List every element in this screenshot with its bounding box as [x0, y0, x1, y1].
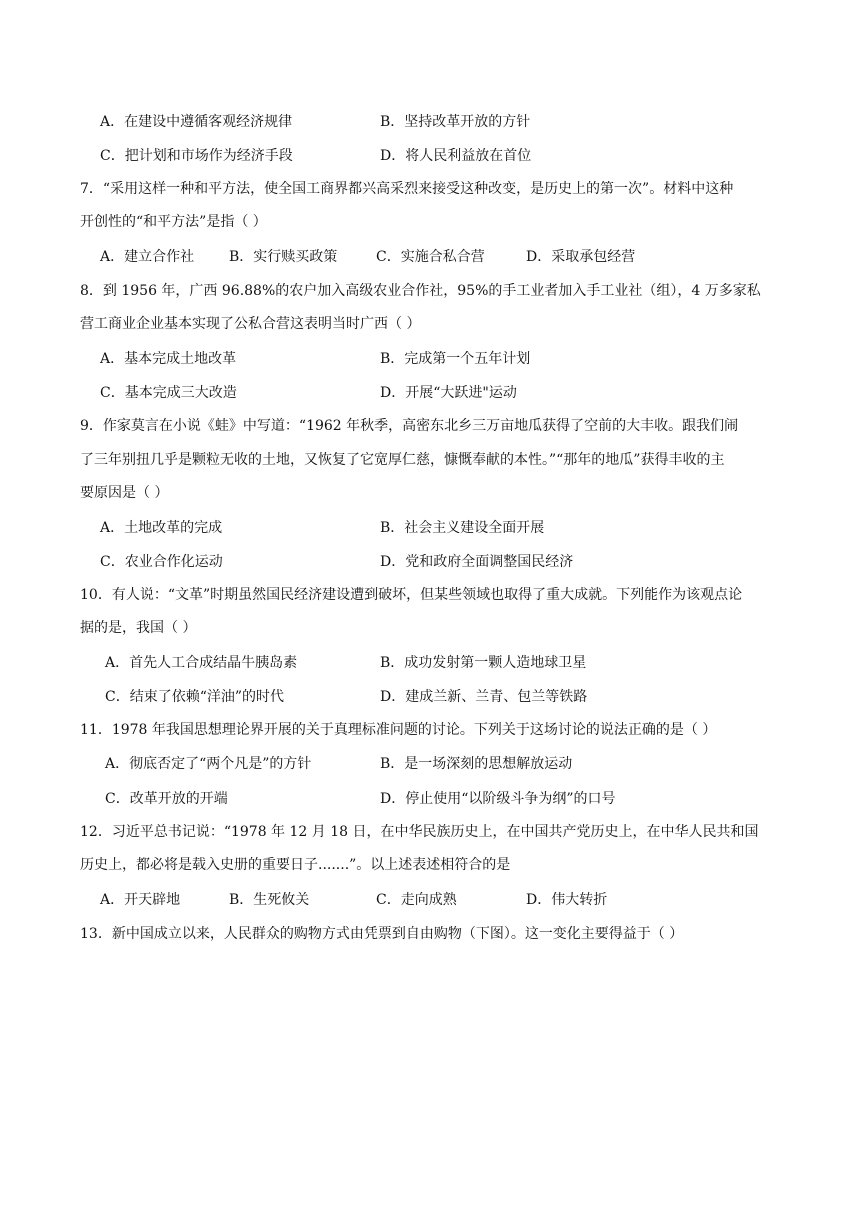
q9-option-b: B．社会主义建设全面开展 [380, 520, 545, 536]
q7-option-b: B．实行赎买政策 [229, 249, 338, 265]
q11-option-c: C．改革开放的开端 [105, 791, 228, 807]
q12-option-d: D．伟大转折 [526, 892, 608, 908]
q12-stem-line-2: 历史上，都必将是载入史册的重要日子.......”。以上述表述相符合的是 [80, 857, 511, 873]
q11-option-a: A．彻底否定了“两个凡是”的方针 [105, 756, 312, 772]
q8-option-b: B．完成第一个五年计划 [380, 351, 531, 367]
q6-option-a: A．在建设中遵循客观经济规律 [100, 114, 293, 130]
q7-option-c: C．实施合私合营 [376, 249, 485, 265]
q9-stem-line-3: 要原因是（ ） [80, 485, 169, 501]
q8-option-c: C．基本完成三大改造 [100, 385, 237, 401]
q9-stem-line-2: 了三年别扭几乎是颗粒无收的土地，又恢复了它宽厚仁慈，慷慨奉献的本性。”“那年的地瓜”获得丰收的主 [80, 452, 725, 468]
q10-option-b: B．成功发射第一颗人造地球卫星 [380, 655, 587, 671]
q11-stem-line-1: 11．1978 年我国思想理论界开展的关于真理标准问题的讨论。下列关于这场讨论的说法正确的是（ ） [80, 722, 717, 738]
q12-stem-line-1: 12．习近平总书记说：“1978 年 12 月 18 日，在中华民族历史上，在中国共产党历史上，在中华人民共和国 [80, 824, 759, 840]
q9-option-c: C．农业合作化运动 [100, 554, 223, 570]
q10-option-c: C．结束了依赖“洋油”的时代 [105, 689, 285, 705]
q8-stem-line-1: 8．到 1956 年，广西 96.88%的农户加入高级农业合作社，95%的手工业者加入手工业社（组），4 万多家私 [80, 283, 761, 299]
q11-option-d: D．停止使用“以阶级斗争为纲”的口号 [380, 791, 616, 807]
q9-option-a: A．土地改革的完成 [100, 520, 223, 536]
q7-option-a: A．建立合作社 [100, 249, 195, 265]
q12-option-a: A．开天辟地 [100, 892, 181, 908]
q8-option-a: A．基本完成土地改革 [100, 351, 237, 367]
q7-stem-line-1: 7．“采用这样一种和平方法，使全国工商界都兴高采烈来接受这种改变，是历史上的第一次”。材料中这种 [80, 181, 734, 197]
q10-option-d: D．建成兰新、兰青、包兰等铁路 [380, 689, 588, 705]
q9-option-d: D．党和政府全面调整国民经济 [380, 554, 574, 570]
q6-option-d: D．将人民利益放在首位 [380, 148, 532, 164]
q13-stem-line-1: 13．新中国成立以来，人民群众的购物方式由凭票到自由购物（下图）。这一变化主要得益于（ ） [80, 926, 684, 942]
q6-option-b: B．坚持改革开放的方针 [380, 114, 531, 130]
q8-option-d: D．开展“大跃进"运动 [380, 385, 517, 401]
q12-option-b: B．生死攸关 [229, 892, 310, 908]
q7-option-d: D．采取承包经营 [526, 249, 636, 265]
q12-option-c: C．走向成熟 [376, 892, 457, 908]
q8-stem-line-2: 营工商业企业基本实现了公私合营这表明当时广西（ ） [80, 316, 421, 332]
q10-stem-line-1: 10．有人说：“文革”时期虽然国民经济建设遭到破坏，但某些领域也取得了重大成就。下列能作为该观点论 [80, 587, 743, 603]
q6-option-c: C．把计划和市场作为经济手段 [100, 148, 293, 164]
q10-stem-line-2: 据的是，我国（ ） [80, 620, 197, 636]
q10-option-a: A．首先人工合成结晶牛胰岛素 [105, 655, 298, 671]
q7-stem-line-2: 开创性的“和平方法”是指（ ） [80, 214, 267, 230]
q11-option-b: B．是一场深刻的思想解放运动 [380, 756, 573, 772]
q9-stem-line-1: 9．作家莫言在小说《蛙》中写道：“1962 年秋季，高密东北乡三万亩地瓜获得了空前的大丰收。跟我们闹 [80, 418, 739, 434]
